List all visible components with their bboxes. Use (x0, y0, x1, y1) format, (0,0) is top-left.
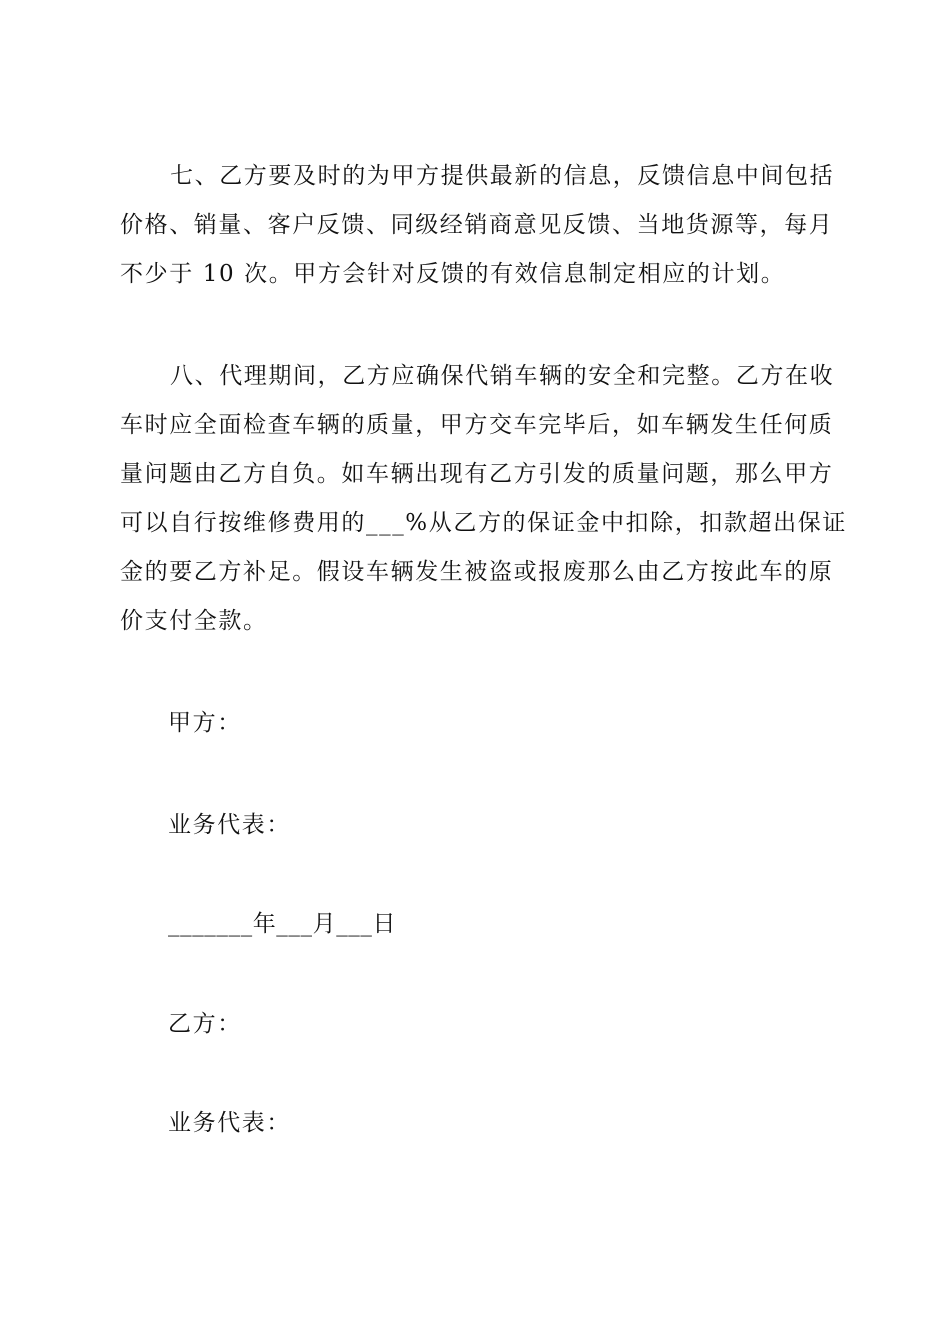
signing-date-line: _______年___月___日 (168, 911, 397, 937)
clause-7-line-3: 不少于 10 次。甲方会针对反馈的有效信息制定相应的计划。 (120, 261, 786, 287)
clause-7-line-2: 价格、销量、客户反馈、同级经销商意见反馈、当地货源等，每月 (120, 212, 834, 238)
clause-8-line-3: 量问题由乙方自负。如车辆出现有乙方引发的质量问题，那么甲方 (120, 461, 834, 487)
clause-7-paragraph (120, 152, 835, 299)
clause-7-line-1: 七、乙方要及时的为甲方提供最新的信息，反馈信息中间包括 (170, 163, 835, 189)
clause-8-line-2: 车时应全面检查车辆的质量，甲方交车完毕后，如车辆发生任何质 (120, 412, 834, 438)
clause-8-line-4: 可以自行按维修费用的___%从乙方的保证金中扣除，扣款超出保证 (120, 510, 847, 536)
party-b-representative-label: 业务代表： (168, 1110, 291, 1136)
clause-8-paragraph (120, 352, 847, 646)
party-b-label: 乙方： (168, 1011, 242, 1037)
clause-8-line-1: 八、代理期间，乙方应确保代销车辆的安全和完整。乙方在收 (170, 363, 835, 389)
clause-8-line-6: 价支付全款。 (120, 608, 268, 634)
party-a-representative-label: 业务代表： (168, 812, 291, 838)
party-a-label: 甲方： (168, 710, 242, 736)
clause-8-line-5: 金的要乙方补足。假设车辆发生被盗或报废那么由乙方按此车的原 (120, 559, 834, 585)
